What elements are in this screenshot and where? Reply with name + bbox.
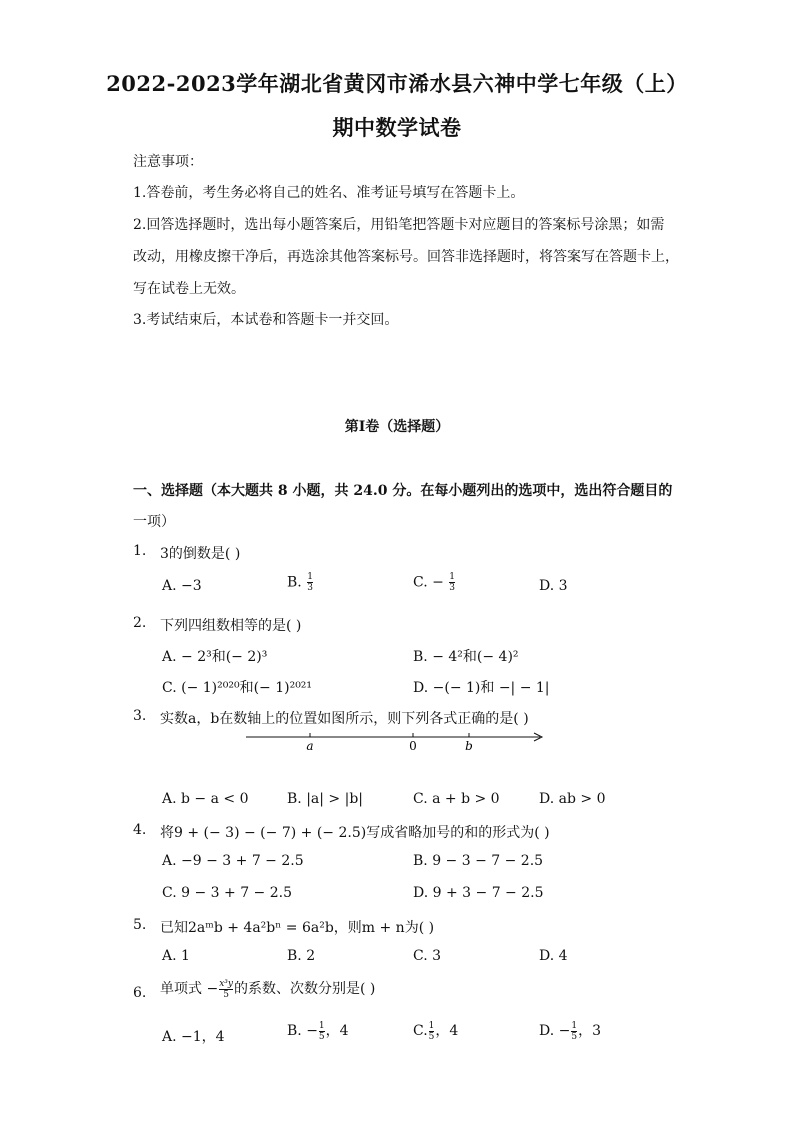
option-c[interactable]: C. 9 − 3 + 7 − 2.5 xyxy=(162,885,292,901)
option-d[interactable]: D. 3 xyxy=(539,578,568,594)
option-a[interactable]: A. −3 xyxy=(162,578,202,594)
option-a[interactable]: A. 1 xyxy=(162,948,190,964)
label-b: b xyxy=(465,739,473,753)
question-number: 2. xyxy=(133,615,147,631)
page-title-line1: 2022-2023学年湖北省黄冈市浠水县六神中学七年级（上） xyxy=(106,71,688,96)
fraction: $\frac{1}{3}$ xyxy=(449,572,456,593)
option-c[interactable] xyxy=(413,572,456,593)
question-text: 已知2aᵐb + 4a²bⁿ = 6a²b，则m + n为( ) xyxy=(160,920,435,936)
option-d[interactable]: D. 9 + 3 − 7 − 2.5 xyxy=(413,885,544,901)
question-text: 单项式 − $\frac{\text{x³y}}{5}$ 的系数、次数分别是( ) xyxy=(160,978,376,1000)
question-text: 实数a，b在数轴上的位置如图所示，则下列各式正确的是( ) xyxy=(160,711,529,727)
question-number: 6. xyxy=(133,985,147,1001)
notice-item: 3.考试结束后，本试卷和答题卡一并交回。 xyxy=(133,312,399,328)
fraction: $\frac{1}{3}$ xyxy=(307,572,313,593)
section-heading-line2: 一项） xyxy=(133,514,175,530)
question-number: 5. xyxy=(133,917,147,933)
option-label: B. xyxy=(287,574,302,591)
option-c[interactable]: C. $\frac{1}{5}$ ，4 xyxy=(413,1020,459,1042)
question-number: 3. xyxy=(133,708,147,724)
fraction: $\frac{1}{5}$ xyxy=(571,1020,578,1042)
option-a[interactable]: A. −1，4 xyxy=(162,1029,225,1045)
option-b[interactable]: B. 2 xyxy=(287,948,316,964)
option-b[interactable] xyxy=(287,572,314,593)
label-zero: 0 xyxy=(409,739,417,753)
fraction: $\frac{1}{5}$ xyxy=(318,1020,325,1042)
question-text: 下列四组数相等的是( ) xyxy=(160,618,302,634)
notice-item: 1.答卷前，考生务必将自己的姓名、准考证号填写在答题卡上。 xyxy=(133,185,525,201)
option-d[interactable]: D. ab > 0 xyxy=(539,791,606,807)
option-b[interactable]: B. − 4²和(− 4)² xyxy=(413,649,519,665)
number-line-figure xyxy=(240,728,550,758)
option-b[interactable]: B. |a| > |b| xyxy=(287,791,363,807)
option-c[interactable]: C. (− 1)²⁰²⁰和(− 1)²⁰²¹ xyxy=(162,680,313,696)
option-d[interactable]: D. − $\frac{1}{5}$ ，3 xyxy=(539,1020,602,1042)
fraction: $\frac{1}{5}$ xyxy=(428,1020,435,1042)
option-b[interactable]: B. 9 − 3 − 7 − 2.5 xyxy=(413,853,544,869)
question-number: 4. xyxy=(133,822,147,838)
fraction: $\frac{\text{x³y}}{5}$ xyxy=(219,978,233,1000)
option-b[interactable]: B. − $\frac{1}{5}$ ，4 xyxy=(287,1020,349,1042)
option-d[interactable]: D. 4 xyxy=(539,948,568,964)
option-a[interactable]: A. b − a < 0 xyxy=(162,791,249,807)
question-text: 将9 + (− 3) − (− 7) + (− 2.5)写成省略加号的和的形式为( ) xyxy=(160,825,550,841)
page-title-line2: 期中数学试卷 xyxy=(332,115,462,140)
option-label: C. − xyxy=(413,574,444,591)
notice-item: 写在试卷上无效。 xyxy=(133,281,245,297)
question-number: 1. xyxy=(133,543,147,559)
notice-heading: 注意事项： xyxy=(133,154,203,170)
option-d[interactable]: D. −(− 1)和 −| − 1| xyxy=(413,680,550,696)
label-a: a xyxy=(306,739,314,753)
option-c[interactable]: C. 3 xyxy=(413,948,442,964)
option-a[interactable]: A. − 2³和(− 2)³ xyxy=(162,649,268,665)
notice-item: 改动，用橡皮擦干净后，再选涂其他答案标号。回答非选择题时，将答案写在答题卡上， xyxy=(133,249,679,265)
option-c[interactable]: C. a + b > 0 xyxy=(413,791,500,807)
part-title: 第Ⅰ卷（选择题） xyxy=(344,419,450,435)
notice-item: 2.回答选择题时，选出每小题答案后，用铅笔把答题卡对应题目的答案标号涂黑；如需 xyxy=(133,217,665,233)
section-heading-line1: 一、选择题（本大题共 8 小题，共 24.0 分。在每小题列出的选项中，选出符合题目的 xyxy=(133,483,673,499)
option-a[interactable]: A. −9 − 3 + 7 − 2.5 xyxy=(162,853,304,869)
question-text: 3的倒数是( ) xyxy=(160,546,241,562)
